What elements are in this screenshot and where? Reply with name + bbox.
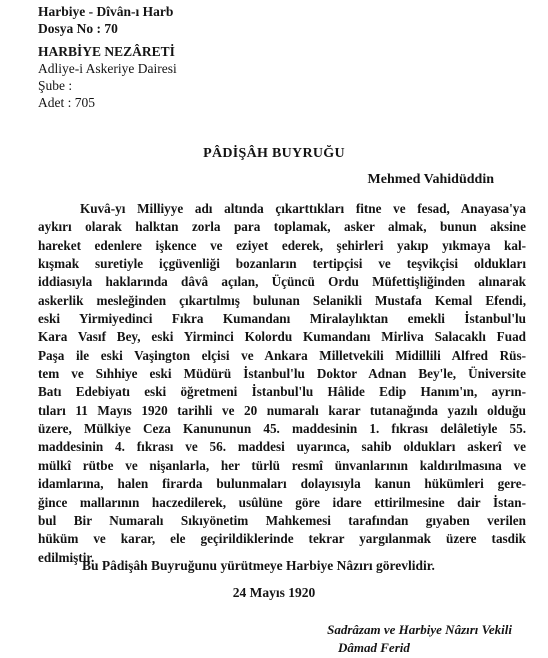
- body-line: Kuvâ-yı Milliyye adı altında çıkarttıkları fitne ve fesad, Anayasa'ya: [80, 201, 526, 216]
- execution-clause: Bu Pâdişâh Buyruğunu yürütmeye Harbiye Nâzırı görevlidir.: [82, 558, 435, 573]
- body-line: üzere, Mülkiye Ceza Kanununun 45. maddesinin 1. fıkrası delâletiyle 55.: [38, 421, 526, 437]
- decree-body: [38, 200, 526, 567]
- ministry-name: HARBİYE NEZÂRETİ: [38, 44, 175, 59]
- body-line: hüküm ve karar, ele geçirildiklerinde tekrar yargılanmak üzere tasdik: [38, 531, 526, 547]
- body-line: aykırı olarak halktan zorla para toplamak, asker almak, bunun aksine: [38, 219, 526, 235]
- body-line: Kara Vasıf Bey, eski Yirminci Kolordu Kumandanı Mirliva Salacaklı Fuad: [38, 329, 526, 345]
- body-line: idamlarına, halen firarda bulunmaları dolayısıyla kanun hükümleri gere-: [38, 476, 526, 492]
- body-line: tem ve Sıhhiye eski Müdürü İstanbul'lu Doktor Adnan Bey'le, Üniversite: [38, 366, 526, 382]
- signatory-name: Dâmad Ferid: [338, 640, 410, 655]
- body-line: kışmak suretiyle içgüvenliği bozanların tertipçisi ve teşvikçisi oldukları: [38, 256, 526, 272]
- body-line: hareket edenlere işkence ve eziyet ederek, şehirleri yakıp yıkmaya kal-: [38, 237, 526, 253]
- body-line: askerlik mesleğinden çıkartılmış bulunan Selanikli Mustafa Kemal Efendi,: [38, 292, 526, 308]
- body-line: maddesinin 4. fıkrası ve 56. maddesi uyarınca, sahib oldukları askerî ve: [38, 439, 526, 455]
- body-line: eski Yirmiyedinci Fıkra Kumandanı Miralaylıktan emekli İstanbul'lu: [38, 311, 526, 327]
- file-number: Dosya No : 70: [38, 21, 118, 36]
- decree-date: 24 Mayıs 1920: [232, 585, 316, 600]
- body-line: bul Bir Numaralı Sıkıyönetim Mahkemesi tarafından gıyaben verilen: [38, 512, 526, 528]
- body-line: mülkî rütbe ve nişanlarla, her türlü resmî ünvanlarının kaldırılmasına ve: [38, 457, 526, 473]
- body-line: edilmiştir.: [38, 549, 95, 565]
- body-line: ğince mallarının haczedilerek, usûlüne göre idare ettirilmesine dair İstan-: [38, 494, 526, 510]
- signatory-title: Sadrâzam ve Harbiye Nâzırı Vekili: [327, 622, 512, 637]
- archive-label: Harbiye - Dîvân-ı Harb: [38, 4, 174, 19]
- body-line: iddiasıyla haklarında dâvâ açılan, Üçüncü Ordu Müfettişliğinden alınarak: [38, 274, 526, 290]
- count-label: Adet : 705: [38, 95, 95, 110]
- body-line: Batı Edebiyatı eski öğretmeni İstanbul'lu Hâlide Edip Hanım'ın, ayrın-: [38, 384, 526, 400]
- document-title: PÂDİŞÂH BUYRUĞU: [203, 146, 345, 161]
- body-line: tıları 11 Mayıs 1920 tarihli ve 20 numaralı karar tutanağında yazılı olduğu: [38, 402, 526, 418]
- branch-label: Şube :: [38, 78, 73, 93]
- sultan-name: Mehmed Vahidüddin: [367, 172, 494, 187]
- body-line: Paşa ile eski Vaşington elçisi ve Ankara Milletvekili Midillili Alfred Rüs-: [38, 347, 526, 363]
- department-name: Adliye-i Askeriye Dairesi: [38, 61, 177, 76]
